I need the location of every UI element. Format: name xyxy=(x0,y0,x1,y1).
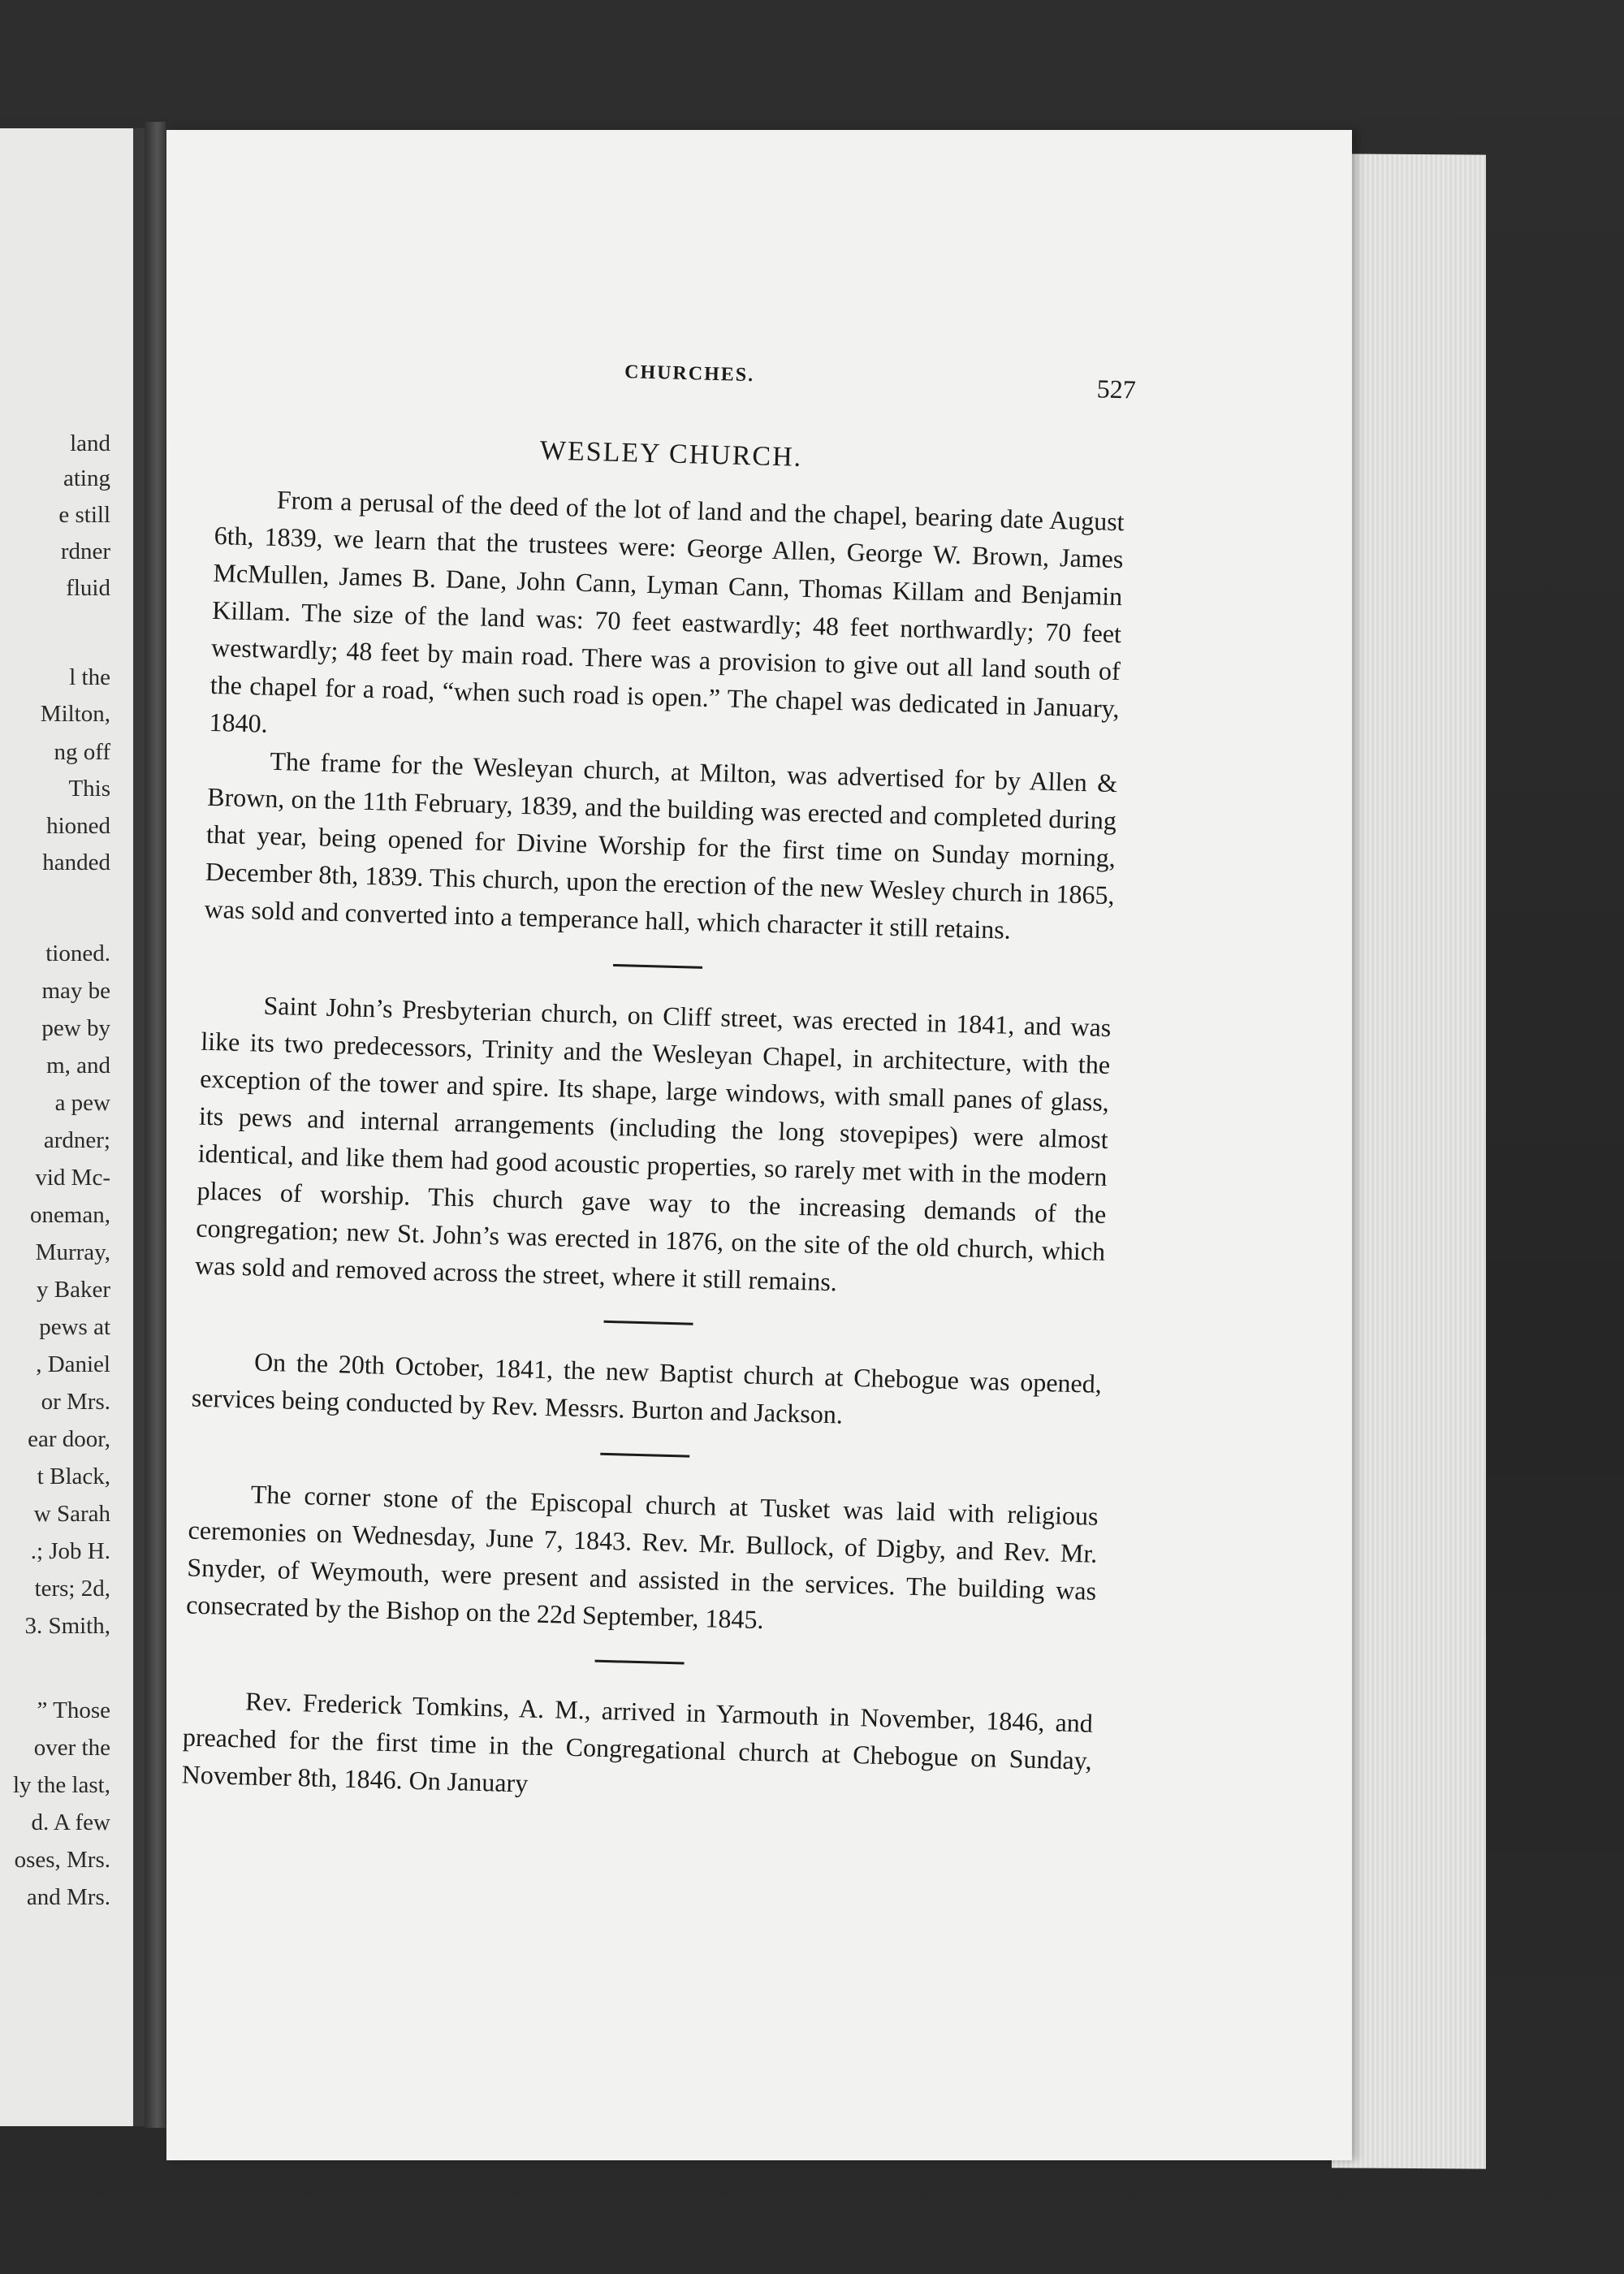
left-page-line: m, and xyxy=(46,1053,110,1079)
left-page-line: oneman, xyxy=(29,1202,110,1228)
paragraph-tomkins: Rev. Frederick Tomkins, A. M., arrived in Yarmouth in November, 1846, and preached for the first time in the Congregational church at Chebogue on Sunday, November 8th, 1846. On January xyxy=(181,1686,1094,1798)
left-page-line: vid Mc- xyxy=(35,1165,110,1191)
left-page-line: e still xyxy=(58,502,110,528)
paragraph-baptist-chebogue: On the 20th October, 1841, the new Baptist church at Chebogue was opened, services being conducted by Rev. Messrs. Burton and Jackson. xyxy=(191,1347,1103,1429)
left-page-line: w Sarah xyxy=(33,1501,110,1527)
left-page-line: handed xyxy=(42,850,110,875)
left-page-line: and Mrs. xyxy=(26,1884,110,1910)
left-page-line: pews at xyxy=(39,1314,110,1340)
page-edge-stack xyxy=(1332,153,1486,2168)
left-page-line: 3. Smith, xyxy=(24,1613,110,1639)
section-divider xyxy=(600,1453,689,1458)
left-page-line: l the xyxy=(69,664,110,690)
paragraph-deed: From a perusal of the deed of the lot of land and the chapel, bearing date August 6th, 1839, we learn that the trustees were: George Allen, George W. Brown, James McMullen, James B. Dane, John Cann, Lyman Cann, Thomas Killam and Benjamin Killam. The size of the land was: 70 feet eastwardly; 48 feet northwardly; 70 feet westwardly; 48 feet by main road. There was a provision to give out all land south of the chapel for a road, “when such road is open.” The chapel was dedicated in January, 1840. xyxy=(209,484,1125,738)
paragraph-wesleyan-milton: The frame for the Wesleyan church, at Milton, was advertised for by Allen & Brown, on the 11th February, 1839, and the building was erected and completed during that year, being opened for Divine Worship for the first time on Sunday morning, December 8th, 1839. This church, upon the erection of the new Wesley church in 1865, was sold and converted into a temperance hall, which character it still retains. xyxy=(204,746,1118,945)
paragraph-episcopal-tusket: The corner stone of the Episcopal church at Tusket was laid with religious ceremonies on Wednesday, June 7, 1843. Rev. Mr. Bullock, of Digby, and Rev. Mr. Snyder, of Weymouth, were present and assisted in the services. The building was consecrated by the Bishop on the 22d September, 1845. xyxy=(185,1479,1099,1635)
left-page-line: land xyxy=(70,430,110,456)
left-page-line: t Black, xyxy=(37,1463,110,1489)
left-page-line: pew by xyxy=(41,1015,110,1041)
left-page-line: This xyxy=(68,776,110,802)
left-page-line: ly the last, xyxy=(12,1772,110,1798)
left-page-line: y Baker xyxy=(37,1277,110,1303)
left-page-line: ating xyxy=(63,465,110,491)
left-page-line: may be xyxy=(41,978,110,1004)
left-page-line: d. A few xyxy=(31,1809,110,1835)
book-gutter xyxy=(145,122,166,2128)
left-page-line: , Daniel xyxy=(36,1351,110,1377)
left-page-line: or Mrs. xyxy=(41,1389,110,1415)
left-page-line: fluid xyxy=(66,575,110,601)
section-divider xyxy=(595,1660,685,1665)
left-page-line: a pew xyxy=(54,1090,110,1116)
left-page-line: rdner xyxy=(60,538,110,564)
left-page-line: oses, Mrs. xyxy=(14,1847,110,1873)
section-divider xyxy=(613,964,702,969)
section-heading: WESLEY CHURCH. xyxy=(539,435,803,473)
left-page-line: ear door, xyxy=(28,1426,110,1452)
left-page-line: ters; 2d, xyxy=(34,1576,110,1602)
left-page-line: Milton, xyxy=(40,701,110,727)
running-title: CHURCHES. xyxy=(624,361,755,387)
left-page-line: Murray, xyxy=(35,1239,110,1265)
left-page-line: over the xyxy=(33,1735,110,1761)
paragraph-saint-johns: Saint John’s Presbyterian church, on Cliff street, was erected in 1841, and was like its two predecessors, Trinity and the Wesleyan Chapel, in architecture, with the exception of the tower and spire. Its shape, large windows, with small panes of glass, its pews and internal arrangements (including the long stovepipes) were almost identical, and like them had good acoustic properties, so rarely met with in the modern places of worship. This church gave way to the increasing demands of the congregation; new St. John’s was erected in 1876, on the site of the old church, which was sold and removed across the street, where it still remains. xyxy=(194,990,1112,1297)
left-page-line: hioned xyxy=(46,813,110,839)
section-divider xyxy=(604,1321,693,1325)
left-page-line: tioned. xyxy=(45,940,110,966)
left-page-line: ” Those xyxy=(37,1697,110,1723)
left-page-line: ng off xyxy=(54,739,110,765)
page-number: 527 xyxy=(1096,374,1137,404)
left-page-line: ardner; xyxy=(43,1127,110,1153)
left-page-fragment xyxy=(0,128,145,2126)
body-text xyxy=(181,479,1125,1817)
left-page-line: .; Job H. xyxy=(30,1538,110,1564)
